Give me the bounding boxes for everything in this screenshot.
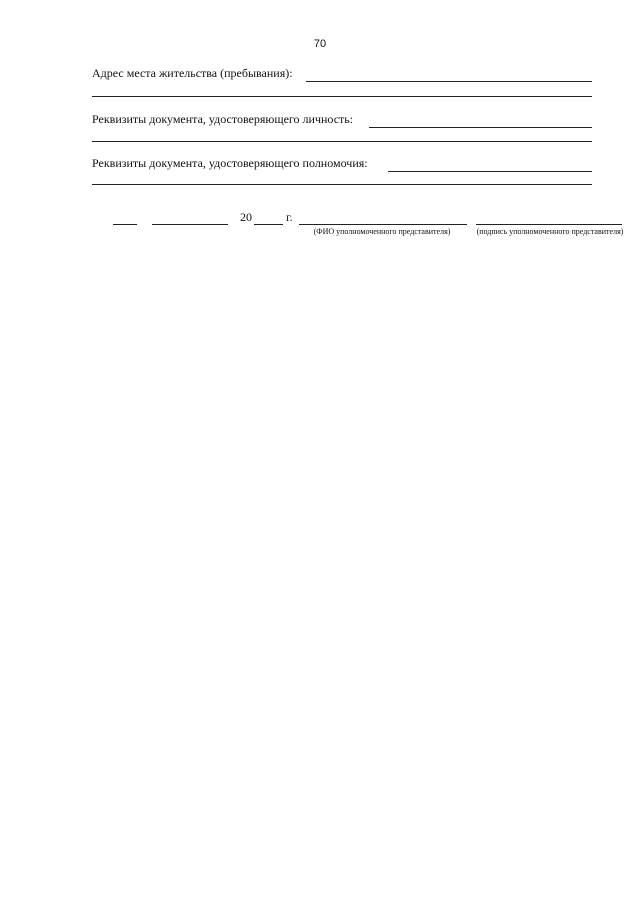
address-label: Адрес места жительства (пребывания): [92, 66, 293, 80]
authority-doc-input-line[interactable] [388, 171, 592, 172]
identity-doc-input-line[interactable] [369, 127, 592, 128]
representative-name-line[interactable] [299, 224, 467, 225]
day-input-line[interactable] [113, 224, 137, 225]
representative-signature-line[interactable] [476, 224, 622, 225]
page-number: 70 [313, 38, 327, 50]
year-prefix: 20 [240, 210, 252, 224]
authority-doc-label: Реквизиты документа, удостоверяющего полномочия: [92, 156, 368, 170]
address-field [92, 66, 592, 82]
name-caption: (ФИО уполномоченного представителя) [313, 227, 451, 236]
address-input-line[interactable] [306, 81, 592, 82]
year-input-line[interactable] [254, 224, 283, 225]
month-input-line[interactable] [152, 224, 228, 225]
identity-doc-continuation-line[interactable] [92, 141, 592, 142]
authority-doc-field [92, 156, 592, 172]
authority-doc-continuation-line[interactable] [92, 184, 592, 185]
signature-caption: (подпись уполномоченного представителя) [476, 227, 624, 236]
address-continuation-line[interactable] [92, 96, 592, 97]
year-suffix: г. [286, 210, 293, 224]
identity-doc-label: Реквизиты документа, удостоверяющего личность: [92, 112, 354, 126]
identity-doc-field [92, 112, 592, 128]
